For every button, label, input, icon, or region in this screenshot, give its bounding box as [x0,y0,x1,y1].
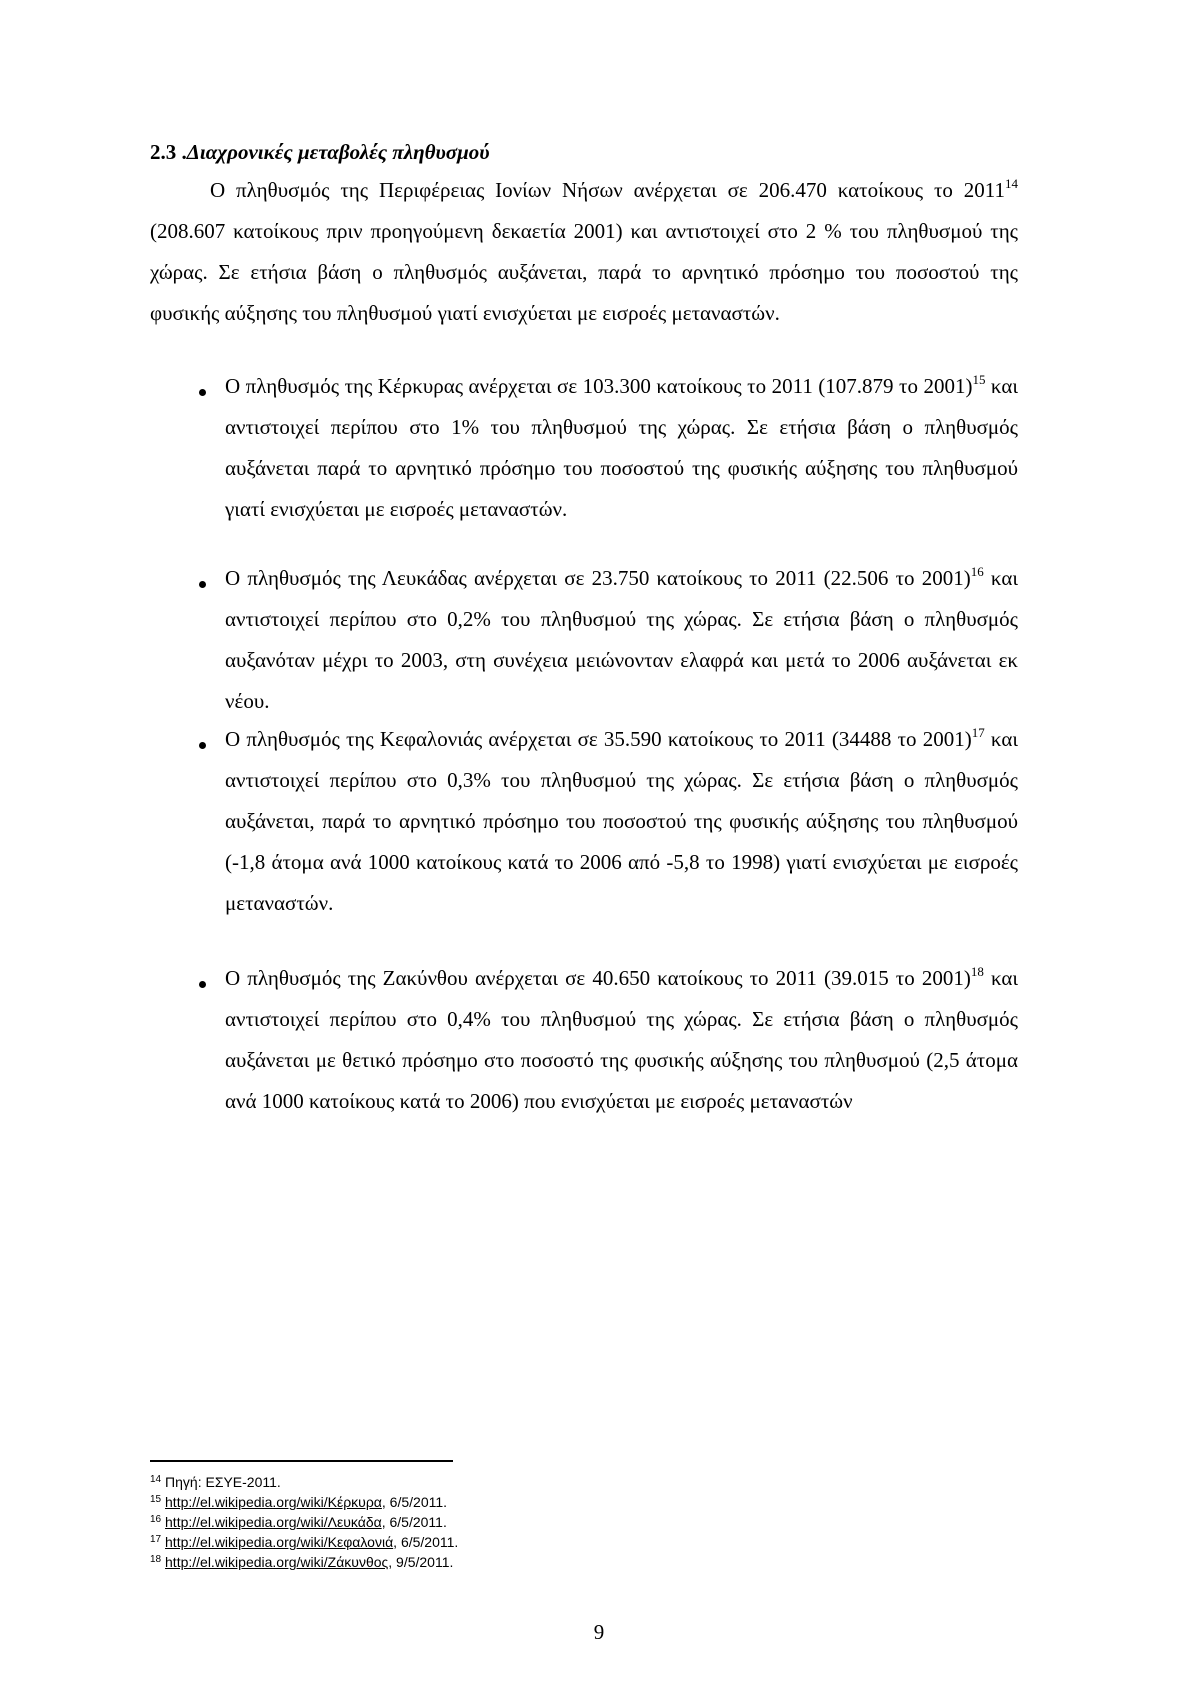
bullet-icon [199,981,206,988]
footnote-ref[interactable]: 17 [971,725,985,740]
footnote-ref[interactable]: 16 [970,564,984,579]
bullet-item-kerkyra [225,366,1018,530]
footnote-16 [150,1512,458,1532]
bullet-text-cont: και αντιστοιχεί περίπου στο 0,2% του πληθυσμού της χώρας. Σε ετήσια βάση ο πληθυσμός αυξανόταν μέχρι το 2003, στη συνέχεια μειώνονταν ελαφρά και μετά το 2006 αυξάνεται εκ νέου. [225,566,1018,713]
bullet-icon [199,389,206,396]
footnote-link[interactable]: http://el.wikipedia.org/wiki/Κέρκυρα [165,1494,382,1510]
footnote-ref[interactable]: 15 [972,372,986,387]
intro-text: Ο πληθυσμός της Περιφέρειας Ιονίων Νήσων ανέρχεται σε 206.470 κατοίκους το 2011 [210,178,1005,202]
bullet-icon [199,742,206,749]
footnote-18 [150,1552,458,1572]
footnote-date: , 6/5/2011. [381,1494,448,1510]
bullet-icon [199,581,206,588]
footnote-link[interactable]: http://el.wikipedia.org/wiki/Κεφαλονιά [165,1534,394,1550]
intro-text-cont: (208.607 κατοίκους πριν προηγούμενη δεκαετία 2001) και αντιστοιχεί στο 2 % του πληθυσμού της χώρας. Σε ετήσια βάση ο πληθυσμός αυξάνεται, παρά το αρνητικό πρόσημο του ποσοστού της φυσικής αύξησης του πληθυσμού γιατί ενισχύεται με εισροές μεταναστών. [150,219,1018,325]
footnote-14 [150,1472,458,1492]
footnotes [150,1472,458,1572]
footnote-date: , 6/5/2011. [393,1534,459,1550]
bullet-text: Ο πληθυσμός της Ζακύνθου ανέρχεται σε 40.650 κατοίκους το 2011 (39.015 το 2001) [225,966,971,990]
bullet-item-zakynthos [225,958,1018,1122]
footnote-ref[interactable]: 14 [1005,176,1018,191]
bullet-text: Ο πληθυσμός της Κεφαλονιάς ανέρχεται σε 35.590 κατοίκους το 2011 (34488 το 2001) [225,727,972,751]
section-number: 2.3 . [150,140,187,164]
footnote-date: , 6/5/2011. [381,1514,447,1530]
bullet-text-cont: και αντιστοιχεί περίπου στο 0,4% του πληθυσμού της χώρας. Σε ετήσια βάση ο πληθυσμός αυξάνεται με θετικό πρόσημο στο ποσοστό της φυσικής αύξησης του πληθυσμού (2,5 άτομα ανά 1000 κατοίκους κατά το 2006) που ενισχύεται με εισροές μεταναστών [225,966,1018,1113]
footnote-link[interactable]: http://el.wikipedia.org/wiki/Λευκάδα [165,1514,382,1530]
footnote-date: , 9/5/2011. [388,1554,454,1570]
bullet-text-cont: και αντιστοιχεί περίπου στο 1% του πληθυσμού της χώρας. Σε ετήσια βάση ο πληθυσμός αυξάνεται παρά το αρνητικό πρόσημο του ποσοστού της φυσικής αύξησης του πληθυσμού γιατί ενισχύεται με εισροές μεταναστών. [225,374,1018,521]
bullet-text: Ο πληθυσμός της Κέρκυρας ανέρχεται σε 103.300 κατοίκους το 2011 (107.879 το 2001) [225,374,973,398]
footnote-15 [150,1492,458,1512]
footnote-number: 15 [150,1494,162,1505]
section-title: Διαχρονικές μεταβολές πληθυσμού [186,140,490,164]
page-number: 9 [593,1620,605,1644]
bullet-text: Ο πληθυσμός της Λευκάδας ανέρχεται σε 23.750 κατοίκους το 2011 (22.506 το 2001) [225,566,971,590]
intro-paragraph [150,170,1018,334]
footnote-number: 18 [150,1554,162,1565]
footnote-number: 16 [150,1514,162,1525]
section-heading [150,140,490,165]
footnote-number: 17 [150,1534,162,1545]
footnote-ref[interactable]: 18 [970,964,984,979]
footnote-number: 14 [150,1474,162,1485]
footnote-link[interactable]: http://el.wikipedia.org/wiki/Ζάκυνθος [165,1554,389,1570]
bullet-text-cont: και αντιστοιχεί περίπου στο 0,3% του πληθυσμού της χώρας. Σε ετήσια βάση ο πληθυσμός αυξάνεται, παρά το αρνητικό πρόσημο του ποσοστού της φυσικής αύξησης του πληθυσμού (-1,8 άτομα ανά 1000 κατοίκους κατά το 2006 από -5,8 το 1998) γιατί ενισχύεται με εισροές μεταναστών. [225,727,1018,915]
footnote-text: Πηγή: ΕΣΥΕ-2011. [165,1474,281,1490]
bullet-item-lefkada [225,558,1018,722]
bullet-item-kefalonia [225,719,1018,924]
footnote-separator [150,1460,453,1462]
footnote-17 [150,1532,458,1552]
